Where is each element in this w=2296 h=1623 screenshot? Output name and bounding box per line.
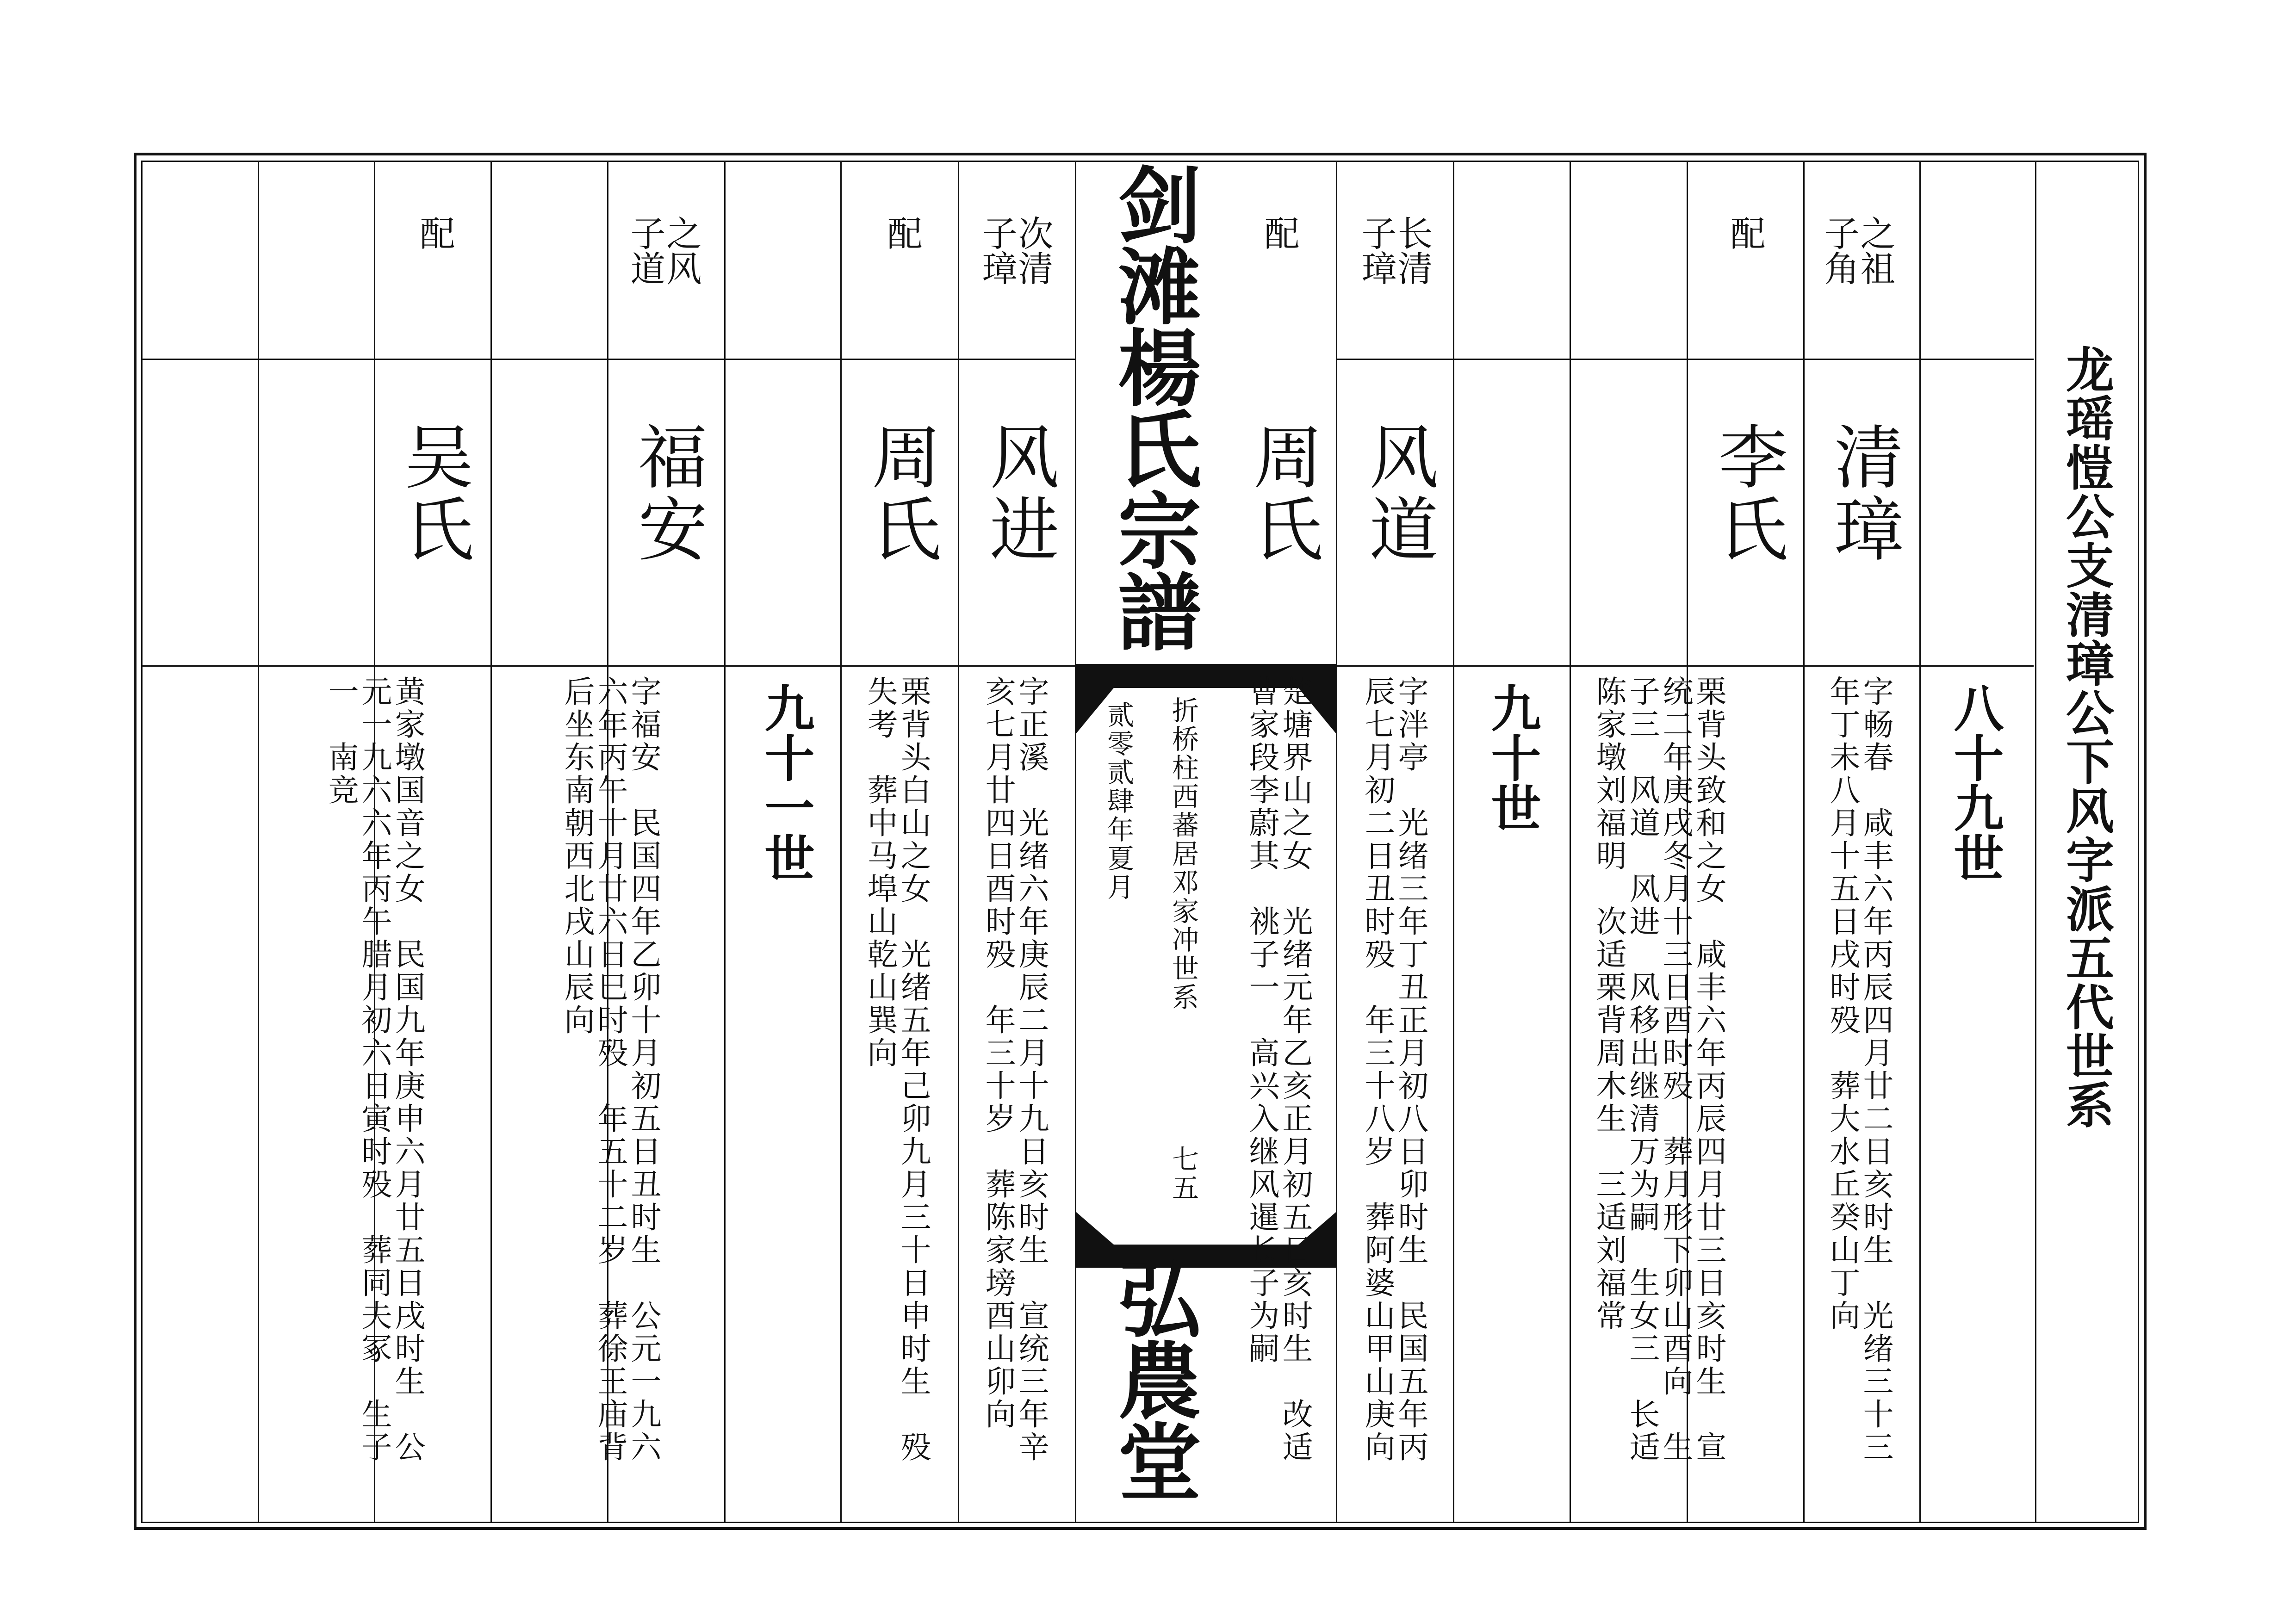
relation-label: 次清 子璋: [976, 215, 1054, 285]
person-name: 风进: [978, 421, 1058, 565]
column-divider: [2035, 161, 2036, 1523]
row-divider-mid: [1337, 665, 2034, 667]
relation-label: 配: [414, 215, 455, 250]
column-divider: [1919, 161, 1921, 1523]
column-divider: [1570, 161, 1571, 1523]
column-divider: [1803, 161, 1805, 1523]
person-name: 周氏: [860, 421, 940, 565]
page-title: 龙瑶愷公支清璋公下风字派五代世系: [2058, 345, 2114, 1129]
column-divider: [958, 161, 959, 1523]
relation-label: 之风 子道: [625, 215, 702, 285]
generation-heading-89: 八十九世: [1945, 682, 2003, 882]
biography: 黄家墩国音之女 民国九年庚申六月廿五日戌时生 公 元一九六六年丙午腊月初六日寅时殁 葬同夫冢 生子 一 南竞: [323, 675, 425, 1464]
clan-title: 剑滩楊氏宗譜: [1104, 162, 1201, 650]
relation-label: 配: [1725, 215, 1766, 250]
column-divider: [724, 161, 726, 1523]
hall-name: 弘農堂: [1104, 1256, 1201, 1500]
column-divider: [1453, 161, 1454, 1523]
person-name: 吴氏: [392, 421, 473, 565]
person-name: 李氏: [1706, 421, 1787, 565]
row-divider-top: [141, 359, 1076, 360]
relation-label: 之祖 子角: [1818, 215, 1896, 285]
row-divider-mid: [141, 665, 1076, 667]
biography: 楚塘界山之女 光绪元年乙亥正月初五日亥时生 改适 曹家段李蔚其 祧子一 高兴入继风暹长子为嗣: [1244, 675, 1313, 1464]
generation-heading-91: 九十一世: [756, 682, 814, 882]
biography: 字泮亭 光绪三年丁丑正月初八日卯时生 民国五年丙 辰七月初二日丑时殁 年三十八岁 葬阿婆山甲山庚向: [1359, 675, 1428, 1464]
spine-date: 贰零贰肆年夏月: [1103, 701, 1134, 902]
column-divider: [1336, 161, 1337, 1523]
biography: 栗背头致和之女 咸丰六年丙辰四月廿三日亥时生 宣 统二年庚戌冬月十三日酉时殁 葬月形下卯山酉向 生 子三 风道 风进 风移出继清万为嗣 生女三 长适 陈家墩刘福明 次适栗背周木生 三适刘福常: [1591, 675, 1726, 1464]
spine-location: 折桥柱西蕃居邓家冲世系: [1167, 696, 1199, 1012]
column-divider: [490, 161, 492, 1523]
biography: 栗背头白山之女 光绪五年己卯九月三十日申时生 殁 失考 葬中马埠山乾山巽向: [862, 675, 931, 1464]
person-name: 风道: [1357, 421, 1438, 565]
relation-label: 长清 子璋: [1356, 215, 1433, 285]
column-divider: [258, 161, 259, 1523]
relation-label: 配: [881, 215, 923, 250]
biography: 字正溪 光绪六年庚辰二月十九日亥时生 宣统三年辛 亥七月廿四日酉时殁 年三十岁 葬陈家塝酉山卯向: [980, 675, 1049, 1464]
page-number: 七五: [1167, 1145, 1199, 1202]
row-divider-top: [1337, 359, 2034, 360]
generation-heading-90: 九十世: [1483, 682, 1540, 832]
person-name: 清璋: [1822, 421, 1903, 565]
column-divider: [840, 161, 842, 1523]
column-divider: [1075, 161, 1076, 1523]
relation-label: 配: [1259, 215, 1300, 250]
biography: 字福安 民国四年乙卯十月初五日丑时生 公元一九六 六年丙午十月廿六日巳时殁 年五十二岁 葬徐王庙背 后坐东南朝西北戌山辰向: [559, 675, 661, 1464]
person-name: 福安: [626, 421, 707, 565]
biography: 字畅春 咸丰六年丙辰四月廿二日亥时生 光绪三十三 年丁未八月十五日戌时殁 葬大水丘癸山丁向: [1824, 675, 1893, 1464]
person-name: 周氏: [1241, 421, 1322, 565]
